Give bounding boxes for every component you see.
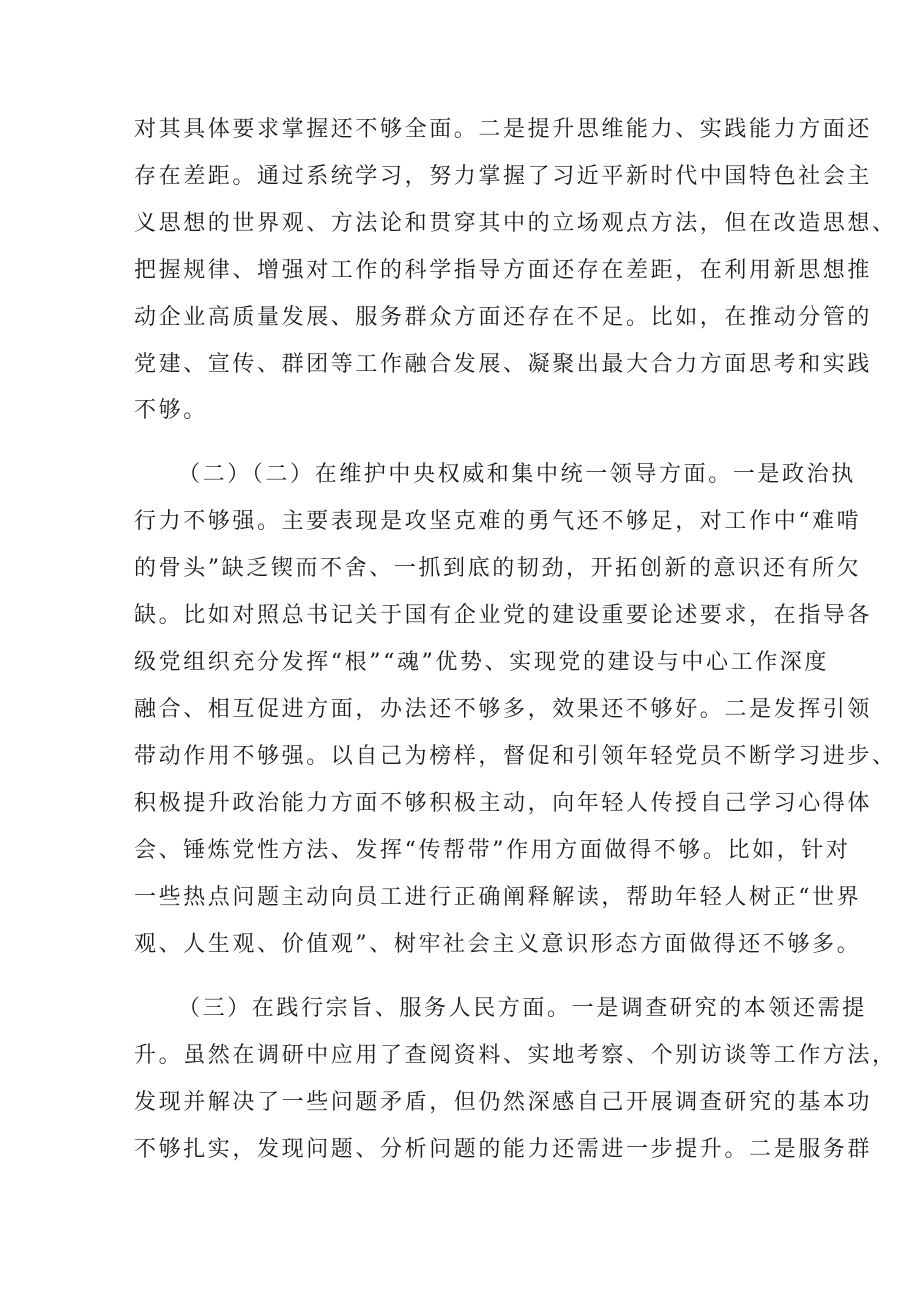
text-line: 融合、相互促进方面，办法还不够多，效果还不够好。二是发挥引领	[134, 697, 873, 722]
text-line: 不够。	[134, 398, 208, 423]
text-line: 动企业高质量发展、服务群众方面还存在不足。比如，在推动分管的	[134, 305, 873, 330]
text-line: 带动作用不够强。以自己为榜样，督促和引领年轻党员不断学习进步、	[134, 744, 897, 769]
text-line: 级党组织充分发挥“根”“魂”优势、实现党的建设与中心工作深度	[134, 650, 829, 675]
text-line: 的骨头”缺乏锲而不舍、一抓到底的韧劲，开拓创新的意识还有所欠	[134, 556, 862, 581]
text-line: 一些热点问题主动向员工进行正确阐释解读，帮助年轻人树正“世界	[134, 885, 862, 910]
text-line: 对其具体要求掌握还不够全面。二是提升思维能力、实践能力方面还	[134, 117, 873, 142]
text-line: 缺。比如对照总书记关于国有企业党的建设重要论述要求，在指导各	[134, 603, 873, 628]
text-line: 不够扎实，发现问题、分析问题的能力还需进一步提升。二是服务群	[134, 1137, 873, 1162]
text-line: 存在差距。通过系统学习，努力掌握了习近平新时代中国特色社会主	[134, 164, 873, 189]
section-heading-line: （二）（二）在维护中央权威和集中统一领导方面。一是政治执	[178, 462, 856, 487]
section-heading-line: （三）在践行宗旨、服务人民方面。一是调查研究的本领还需提	[178, 996, 867, 1021]
text-line: 把握规律、增强对工作的科学指导方面还存在差距，在利用新思想推	[134, 258, 873, 283]
text-line: 积极提升政治能力方面不够积极主动，向年轻人传授自己学习心得体	[134, 791, 873, 816]
text-line: 会、锤炼党性方法、发挥“传帮带”作用方面做得不够。比如，针对	[134, 838, 851, 863]
text-line: 党建、宣传、群团等工作融合发展、凝聚出最大合力方面思考和实践	[134, 352, 873, 377]
text-line: 观、人生观、价值观”、树牢社会主义意识形态方面做得还不够多。	[134, 932, 862, 957]
text-line: 升。虽然在调研中应用了查阅资料、实地考察、个别访谈等工作方法，	[134, 1043, 897, 1068]
text-line: 义思想的世界观、方法论和贯穿其中的立场观点方法，但在改造思想、	[134, 211, 897, 236]
text-line: 发现并解决了一些问题矛盾，但仍然深感自己开展调查研究的基本功	[134, 1090, 873, 1115]
text-line: 行力不够强。主要表现是攻坚克难的勇气还不够足，对工作中“难啃	[134, 509, 862, 534]
